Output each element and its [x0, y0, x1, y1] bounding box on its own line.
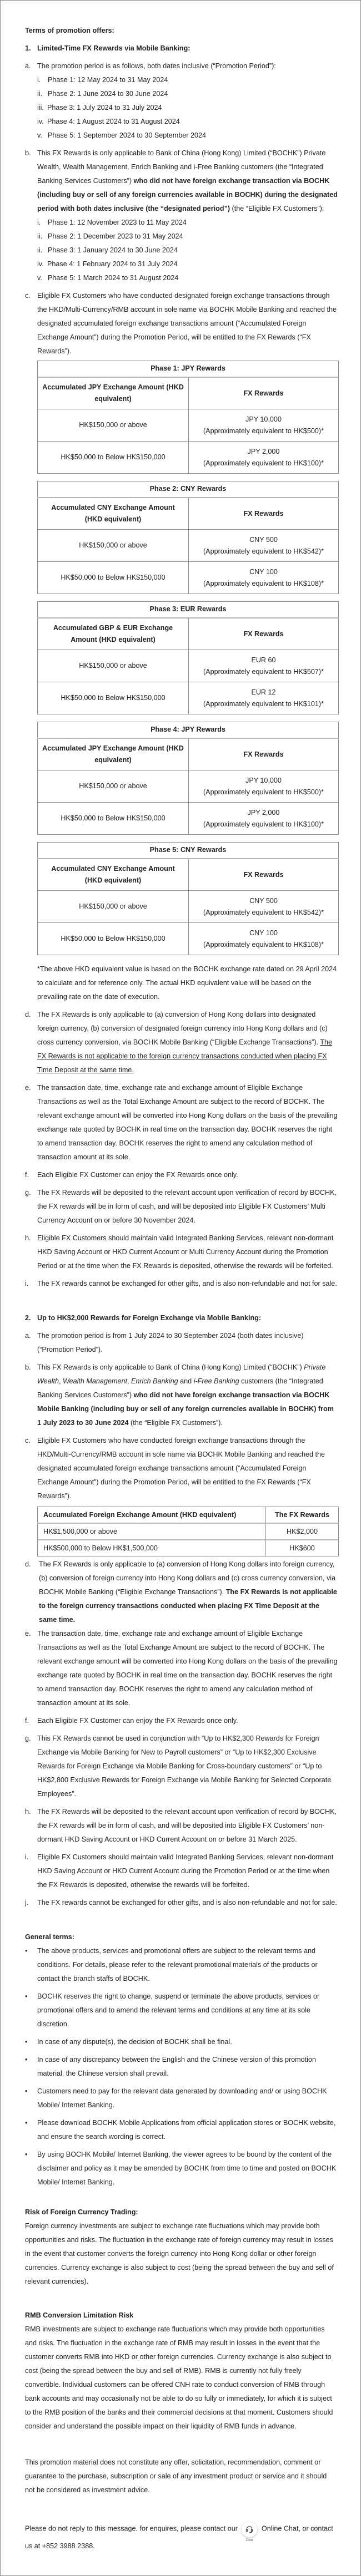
amount-cell: HK$500,000 to Below HK$1,500,000	[38, 1540, 266, 1556]
phase-num: i.	[37, 219, 41, 226]
general-term-item	[25, 2035, 338, 2049]
item-text	[37, 1008, 338, 1077]
item-label: e.	[25, 1630, 31, 1637]
bullet-icon: •	[25, 2038, 28, 2046]
phase-num: ii.	[37, 232, 43, 240]
phase-num: iv.	[37, 260, 44, 268]
phase-num: ii.	[37, 90, 43, 98]
section-2-heading	[25, 1311, 338, 1325]
headset-icon[interactable]	[242, 2522, 257, 2537]
item-label: i.	[25, 1853, 29, 1861]
reward-table	[37, 842, 339, 955]
item-text: The FX rewards cannot be exchanged for other gifts, and is also non-refundable and not for sale.	[37, 1280, 337, 1287]
phase-text: Phase 4: 1 February 2024 to 31 July 2024	[47, 260, 178, 268]
item-label: f.	[25, 1717, 29, 1725]
table-header-row	[38, 498, 339, 530]
reward-approx: (Approximately equivalent to HK$108)*	[203, 940, 324, 949]
chat-label: Chat	[246, 2539, 253, 2542]
reward-value: CNY 500	[249, 535, 278, 544]
section-title: Limited-Time FX Rewards via Mobile Banking:	[37, 44, 190, 52]
text-run: Online Chat, or contact us at +852 3988 2388.	[25, 2524, 333, 2550]
item-text: Eligible FX Customers should maintain valid Integrated Banking Services, relevant non-dormant HKD Saving Account or HKD Current Account during the Promotion Period or at the time when the FX Rewards is deposited, otherwise the rewards will be forfeited.	[37, 1853, 334, 1889]
reward-cell	[189, 891, 339, 923]
reward-table	[37, 481, 339, 594]
bullet-icon: •	[25, 2119, 28, 2127]
reward-approx: (Approximately equivalent to HK$500)*	[203, 788, 324, 796]
underlined-text-run: The FX Rewards is not applicable to the foreign currency transactions conducted when placing FX Time Deposit at the same time.	[37, 1038, 333, 1074]
table-row	[38, 650, 339, 682]
general-term-item	[25, 2116, 338, 2144]
table-header-row	[38, 377, 339, 409]
column-header: Accumulated CNY Exchange Amount (HKD equivalent)	[38, 859, 189, 891]
item-text: Eligible FX Customers should maintain valid Integrated Banking Services, relevant non-dormant HKD Saving Account or HKD Current Account or Multi Currency Account during the Promotion Period or at the time when the FX Rewards is deposited, otherwise the rewards will be forfeited.	[37, 1234, 334, 1270]
phase-text: Phase 1: 12 May 2024 to 31 May 2024	[48, 76, 168, 84]
text-run: (the “Eligible FX Customers”).	[128, 1419, 223, 1427]
table-row	[38, 442, 339, 474]
reward-table	[37, 361, 339, 474]
item-text: Eligible FX Customers who have conducted foreign exchange transactions through the HKD/Multi-Currency/RMB account in sole name via BOCHK Mobile Banking and reached the designated accumulated foreign exchange transactions amount (“Accumulated Foreign Exchange Amount”) during the Promotion Period, will be entitled to the FX Rewards (“FX Rewards”).	[37, 1437, 325, 1500]
text-run: (the “Eligible FX Customers”):	[230, 205, 324, 212]
text-run: customers (the “Integrated Banking Services Customers”)	[37, 1377, 323, 1399]
amount-cell: HK$50,000 to Below HK$150,000	[38, 923, 189, 955]
reward-approx: (Approximately equivalent to HK$542)*	[203, 908, 324, 916]
s2-item-j	[25, 1896, 338, 1910]
bullet-icon: •	[25, 1947, 28, 1955]
bullet-icon: •	[25, 2087, 28, 2095]
bold-text-run: who did not have foreign exchange transaction via BOCHK (including buy or sell of any foreign currencies available in BOCHK) during the designated period with both dates inclusive (the “designated period”)	[37, 177, 338, 212]
item-label: f.	[25, 1171, 29, 1179]
exchange-rate-footnote: *The above HKD equivalent value is based on the BOCHK exchange rate dated on 29 April 2024 to calculate and for reference only. The actual HKD equivalent value will be based on the prevailing rate on the date of execution.	[37, 965, 337, 1001]
reward-value: JPY 2,000	[247, 447, 280, 455]
item-label: d.	[25, 1560, 31, 1568]
phase-text: Phase 2: 1 June 2024 to 30 June 2024	[48, 90, 168, 98]
spacer	[25, 1295, 338, 1311]
reward-approx: (Approximately equivalent to HK$100)*	[203, 820, 324, 828]
phase-item	[37, 230, 338, 244]
column-header: Accumulated JPY Exchange Amount (HKD equivalent)	[38, 377, 189, 409]
reward-cell	[189, 442, 339, 474]
item-text: The FX Rewards will be deposited to the relevant account upon verification of record by BOCHK, the FX rewards will be in form of cash, and will be deposited into Eligible FX Customers’ Multi Currency Account on or before 30 November 2024.	[37, 1189, 337, 1224]
text-run: The FX Rewards is only applicable to (a) conversion of Hong Kong dollars into designated foreign currency, (b) conversion of designated foreign currency into Hong Kong dollars and (c) cross currency conversion, via BOCHK Mobile Banking (“Eligible Exchange Transactions”).	[37, 1011, 328, 1046]
phase-item	[37, 244, 338, 257]
reward-cell	[189, 562, 339, 594]
phase-item	[37, 129, 338, 143]
table-row	[38, 1523, 339, 1540]
s1-item-d	[25, 1008, 338, 1077]
reward-approx: (Approximately equivalent to HK$101)*	[203, 699, 324, 708]
reward-value: CNY 100	[249, 929, 278, 937]
item-text: The FX Rewards will be deposited to the relevant account upon verification of record by BOCHK, the FX rewards will be in form of cash, and will be deposited into Eligible FX Customers’ non-dormant HKD Saving Account or HKD Current Account on or before 31 March 2025.	[37, 1808, 337, 1843]
item-text	[37, 1558, 338, 1627]
item-label: a.	[25, 62, 31, 70]
section-number: 2.	[25, 1314, 31, 1322]
item-label: g.	[25, 1189, 31, 1196]
phase-text: Phase 3: 1 January 2024 to 30 June 2024	[48, 246, 178, 254]
amount-cell: HK$50,000 to Below HK$150,000	[38, 803, 189, 835]
general-term-item	[25, 2053, 338, 2081]
table-row	[38, 923, 339, 955]
phase-item	[37, 216, 338, 230]
column-header: Accumulated CNY Exchange Amount (HKD equivalent)	[38, 498, 189, 530]
table-header-row	[38, 738, 339, 770]
amount-cell: HK$50,000 to Below HK$150,000	[38, 682, 189, 714]
phase-item	[37, 257, 338, 271]
table-row	[38, 803, 339, 835]
italic-text-run: Wealth Management	[62, 1377, 127, 1385]
spacer	[25, 2433, 338, 2456]
phase-num: iv.	[37, 118, 44, 125]
phase-num: ii.	[37, 246, 43, 254]
rmb-risk-text: RMB investments are subject to exchange rate fluctuations which may provide both opportunities and risks. The fluctuation in the exchange rate of RMB may result in losses in the event that the customer converts RMB into HKD or other foreign currencies. Currency exchange is also subject to cost (being the spread between the buy and sell of RMB). RMB is currently not fully freely convertible. Individual customers can be offered CNH rate to conduct conversion of RMB through bank accounts and may occasionally not be able to do so fully or immediately, for which it is subject to the RMB position of the banks and their commercial decisions at that moment. Customers should consider and understand the possible impact on their liquidity of RMB funds in advance.	[25, 2325, 333, 2430]
reward-table	[37, 601, 339, 714]
item-label: b.	[25, 149, 31, 157]
item-text: The promotion period is as follows, both dates inclusive (“Promotion Period”):	[37, 62, 276, 70]
promotion-phase-list	[37, 73, 338, 143]
phase-num: iii.	[37, 104, 44, 111]
phase-reward-tables	[37, 361, 339, 955]
item-text: In case of any discrepancy between the English and the Chinese version of this promotion material, the Chinese version shall prevail.	[37, 2056, 316, 2077]
text-run: This FX Rewards is only applicable to Bank of China (Hong Kong) Limited (“BOCHK”) Private Wealth, Wealth Management, Enrich Banking and i-Free Banking customers (the “Integrated Banking Services Customers”)	[37, 149, 326, 185]
text-run: ,	[58, 1377, 63, 1385]
s2-item-i	[25, 1850, 338, 1892]
item-text: Eligible FX Customers who have conducted designated foreign exchange transactions through the HKD/Multi-Currency/RMB account in sole name via BOCHK Mobile Banking and reached the designated accumulated foreign exchange transactions amount (“Accumulated Foreign Exchange Amount”) during the Promotion Period, will be entitled to the FX Rewards (“FX Rewards”).	[37, 292, 337, 355]
table-caption-row	[38, 602, 339, 618]
general-terms-heading: General terms:	[25, 1933, 74, 1941]
reward-cell	[189, 650, 339, 682]
spacer	[25, 2193, 338, 2205]
item-text: The transaction date, time, exchange rate and exchange amount of Eligible Exchange Transactions as well as the Total Exchange Amount are subject to the record of BOCHK. The relevant exchange amount will be converted into Hong Kong dollars on the basis of the prevailing exchange rate quoted by BOCHK in real time on the transaction day. BOCHK reserves the right to amend transaction day. BOCHK reserves the right to amend any calculation method of transaction amount at its sole.	[37, 1084, 338, 1161]
amount-cell: HK$50,000 to Below HK$150,000	[38, 562, 189, 594]
reward-approx: (Approximately equivalent to HK$542)*	[203, 547, 324, 555]
reward-cell	[189, 682, 339, 714]
phase-text: Phase 5: 1 March 2024 to 31 August 2024	[48, 274, 179, 282]
italic-text-run: i-Free Banking	[193, 1377, 239, 1385]
reward-cell	[189, 530, 339, 562]
s2-item-h	[25, 1805, 338, 1847]
designated-phase-list	[37, 216, 338, 285]
phase-num: v.	[37, 274, 42, 282]
page-title: Terms of promotion offers:	[25, 27, 114, 34]
phase-item	[37, 101, 338, 115]
item-text: In case of any dispute(s), the decision of BOCHK shall be final.	[37, 2038, 232, 2046]
table-header-row	[38, 859, 339, 891]
reward-value: JPY 10,000	[245, 415, 282, 423]
item-text: Customers need to pay for the relevant data generated by downloading and/ or using BOCHK Mobile/ Internet Banking.	[37, 2087, 327, 2109]
section-number: 1.	[25, 44, 31, 52]
s1-item-h	[25, 1231, 338, 1273]
reward-table	[37, 722, 339, 835]
reward-approx: (Approximately equivalent to HK$507)*	[203, 667, 324, 676]
s2-item-b	[25, 1361, 338, 1430]
item-label: j.	[25, 1899, 29, 1906]
online-chat-button[interactable]	[242, 2522, 257, 2543]
item-label: c.	[25, 292, 31, 300]
table-caption-row	[38, 722, 339, 739]
table-header-row	[38, 1507, 339, 1524]
column-header: The FX Rewards	[266, 1507, 339, 1524]
phase-text: Phase 4: 1 August 2024 to 31 August 2024	[47, 118, 180, 125]
amount-cell: HK$150,000 or above	[38, 650, 189, 682]
text-run: and	[178, 1377, 194, 1385]
phase-num: v.	[37, 131, 42, 139]
table-caption: Phase 2: CNY Rewards	[38, 481, 339, 498]
general-term-item	[25, 1944, 338, 1986]
item-label: h.	[25, 1234, 31, 1242]
item-text: This FX Rewards cannot be used in conjunction with “Up to HK$2,300 Rewards for Foreign Exchange via Mobile Banking for New to Payroll customers” or “Up to HK$2,300 Exclusive Rewards for Foreign Exchange via Mobile Banking for Cross-boundary customers” or “Up to HK$2,800 Exclusive Rewards for Foreign Exchange via Mobile Banking for Selected Corporate Employees”.	[37, 1735, 332, 1798]
phase-item	[37, 115, 338, 129]
text-run: This FX Rewards is only applicable to Bank of China (Hong Kong) Limited (“BOCHK”)	[37, 1363, 304, 1371]
section-title: Up to HK$2,000 Rewards for Foreign Exchange via Mobile Banking:	[37, 1314, 262, 1322]
bold-text-run: who did not have foreign exchange transaction via BOCHK Mobile Banking (including buy or sell of any foreign currencies available in BOCHK) from 1 July 2023 to 30 June 2024	[37, 1391, 334, 1427]
item-text: Each Eligible FX Customer can enjoy the FX Rewards once only.	[37, 1171, 238, 1179]
general-term-item	[25, 2085, 338, 2112]
s2-item-g	[25, 1732, 338, 1801]
fx-risk-heading: Risk of Foreign Currency Trading:	[25, 2208, 138, 2216]
item-text: The promotion period is from 1 July 2024 to 30 September 2024 (both dates inclusive)(“Promotion Period”).	[37, 1332, 304, 1353]
item-label: d.	[25, 1011, 31, 1018]
item-label: h.	[25, 1808, 31, 1816]
table-row	[38, 409, 339, 442]
general-term-item	[25, 1990, 338, 2031]
amount-cell: HK$150,000 or above	[38, 891, 189, 923]
item-label: b.	[25, 1363, 31, 1371]
table-row	[38, 891, 339, 923]
table-row	[38, 682, 339, 714]
reward-value: JPY 10,000	[245, 776, 282, 784]
phase-text: Phase 1: 12 November 2023 to 11 May 2024	[48, 219, 187, 226]
bold-text-run: The FX Rewards is not applicable to the foreign currency transactions conducted when placing FX Time Deposit at the same time.	[39, 1588, 337, 1624]
table-caption: Phase 4: JPY Rewards	[38, 722, 339, 739]
reward-value: CNY 500	[249, 896, 278, 905]
bullet-icon: •	[25, 2151, 28, 2158]
item-label: e.	[25, 1084, 31, 1092]
s1-item-g	[25, 1186, 338, 1228]
table-row	[38, 770, 339, 803]
column-header: FX Rewards	[189, 859, 339, 891]
reward-approx: (Approximately equivalent to HK$100)*	[203, 459, 324, 467]
reward-value: EUR 12	[251, 688, 276, 696]
column-header: FX Rewards	[189, 498, 339, 530]
text-run: Please do not reply to this message. for enquires, please contact our	[25, 2524, 240, 2533]
item-text	[37, 146, 338, 216]
disclaimer-text: This promotion material does not constitute any offer, solicitation, recommendation, comment or guarantee to the purchase, subscription or sale of any investment product or service and it should not be considered as investment advice.	[25, 2458, 327, 2494]
item-text: By using BOCHK Mobile/ Internet Banking, the viewer agrees to be bound by the content of the disclaimer and policy as it may be amended by BOCHK from time to time and posted on BOCHK Mobile/ Internet Banking.	[37, 2151, 337, 2186]
table-caption: Phase 3: EUR Rewards	[38, 602, 339, 618]
reward-approx: (Approximately equivalent to HK$500)*	[203, 427, 324, 435]
item-text	[37, 1361, 338, 1430]
reward-cell	[189, 409, 339, 442]
reward-cell	[189, 803, 339, 835]
table-caption-row	[38, 361, 339, 378]
text-run: ,	[127, 1377, 131, 1385]
amount-cell: HK$150,000 or above	[38, 770, 189, 803]
reward-cell: HK$2,000	[266, 1523, 339, 1540]
fx-risk-text: Foreign currency investments are subject to exchange rate fluctuations which may provide both opportunities and risks. The fluctuation in the exchange rate of foreign currency may result in losses in the event that customer converts the foreign currency into Hong Kong dollar or other foreign currencies. Currency exchange is also subject to cost (being the spread between the buy and sell of relevant currencies).	[25, 2222, 334, 2285]
phase-text: Phase 5: 1 September 2024 to 30 September 2024	[48, 131, 206, 139]
general-terms-list	[25, 1944, 338, 2189]
spacer	[25, 1914, 338, 1930]
spacer	[25, 2497, 338, 2518]
amount-cell: HK$50,000 to Below HK$150,000	[38, 442, 189, 474]
table-caption: Phase 1: JPY Rewards	[38, 361, 339, 378]
table-caption-row	[38, 481, 339, 498]
reward-cell: HK$600	[266, 1540, 339, 1556]
phase-text: Phase 3: 1 July 2024 to 31 July 2024	[47, 104, 162, 111]
rmb-risk-heading: RMB Conversion Limitation Risk	[25, 2311, 134, 2319]
reward-value: JPY 2,000	[247, 808, 280, 817]
item-label: i.	[25, 1280, 29, 1287]
s2-item-d	[25, 1558, 338, 1627]
spacer	[25, 2289, 338, 2309]
column-header: Accumulated Foreign Exchange Amount (HKD equivalent)	[38, 1507, 266, 1524]
table-row	[38, 562, 339, 594]
amount-cell: HK$150,000 or above	[38, 530, 189, 562]
reward-cell	[189, 923, 339, 955]
table-caption: Phase 5: CNY Rewards	[38, 843, 339, 859]
s1-item-f	[25, 1168, 338, 1182]
s1-item-b	[25, 146, 338, 285]
reward-cell	[189, 770, 339, 803]
item-text: The transaction date, time, exchange rate and exchange amount of Eligible Exchange Transactions as well as the Total Exchange Amount are subject to the record of BOCHK. The relevant exchange amount will be converted into Hong Kong dollars on the basis of the prevailing exchange rate quoted by BOCHK in real time on the transaction day. BOCHK reserves the right to amend transaction day. BOCHK reserves the right to amend any calculation method of transaction amount at its sole.	[37, 1630, 338, 1707]
column-header: FX Rewards	[189, 738, 339, 770]
table-header-row	[38, 618, 339, 650]
item-label: g.	[25, 1735, 31, 1742]
item-text: The FX rewards cannot be exchanged for other gifts, and is also non-refundable and not for sale.	[37, 1899, 337, 1906]
text-run: The FX Rewards is only applicable to (a) conversion of Hong Kong dollars into foreign currency, (b) conversion of foreign currency into Hong Kong dollars and (c) cross currency conversion, via BOCHK Mobile Banking (“Eligible Exchange Transactions”).	[39, 1560, 336, 1596]
s1-item-i	[25, 1277, 338, 1291]
hkd-reward-table	[37, 1507, 339, 1556]
s1-item-e	[25, 1081, 338, 1164]
bullet-icon: •	[25, 1992, 28, 2000]
table-row	[38, 1540, 339, 1556]
column-header: Accumulated GBP & EUR Exchange Amount (HKD equivalent)	[38, 618, 189, 650]
contact-text	[25, 2518, 338, 2553]
phase-item	[37, 73, 338, 87]
item-label: a.	[25, 1332, 31, 1340]
table-row	[38, 530, 339, 562]
s2-item-a	[25, 1329, 338, 1357]
item-text: The above products, services and promotional offers are subject to the relevant terms and conditions. For details, please refer to the relevant promotional materials of the products or contact the branch staffs of BOCHK.	[37, 1947, 318, 1982]
item-text: Each Eligible FX Customer can enjoy the FX Rewards once only.	[37, 1717, 238, 1725]
phase-num: i.	[37, 76, 41, 84]
section-1-heading	[25, 42, 338, 55]
phase-text: Phase 2: 1 December 2023 to 31 May 2024	[48, 232, 183, 240]
italic-text-run: Private Wealth	[37, 1363, 326, 1385]
s1-item-c	[25, 289, 338, 1008]
s1-item-a	[25, 59, 338, 143]
reward-approx: (Approximately equivalent to HK$108)*	[203, 579, 324, 587]
column-header: FX Rewards	[189, 377, 339, 409]
column-header: FX Rewards	[189, 618, 339, 650]
s2-item-e	[25, 1627, 338, 1710]
bullet-icon: •	[25, 2056, 28, 2063]
reward-value: CNY 100	[249, 567, 278, 576]
column-header: Accumulated JPY Exchange Amount (HKD equivalent)	[38, 738, 189, 770]
amount-cell: HK$150,000 or above	[38, 409, 189, 442]
table-caption-row	[38, 843, 339, 859]
general-term-item	[25, 2148, 338, 2189]
phase-item	[37, 87, 338, 101]
amount-cell: HK$1,500,000 or above	[38, 1523, 266, 1540]
item-label: c.	[25, 1437, 31, 1444]
s2-item-c	[25, 1434, 338, 1556]
italic-text-run: Enrich Banking	[131, 1377, 178, 1385]
phase-item	[37, 271, 338, 285]
item-text: Please download BOCHK Mobile Applications from official application stores or BOCHK website, and ensure the search wording is correct.	[37, 2119, 336, 2141]
s2-item-f	[25, 1714, 338, 1728]
item-text: BOCHK reserves the right to change, suspend or terminate the above products, services or promotional offers and to amend the relevant terms and conditions at any time at its sole discretion.	[37, 1992, 320, 2028]
reward-value: EUR 60	[251, 656, 276, 664]
